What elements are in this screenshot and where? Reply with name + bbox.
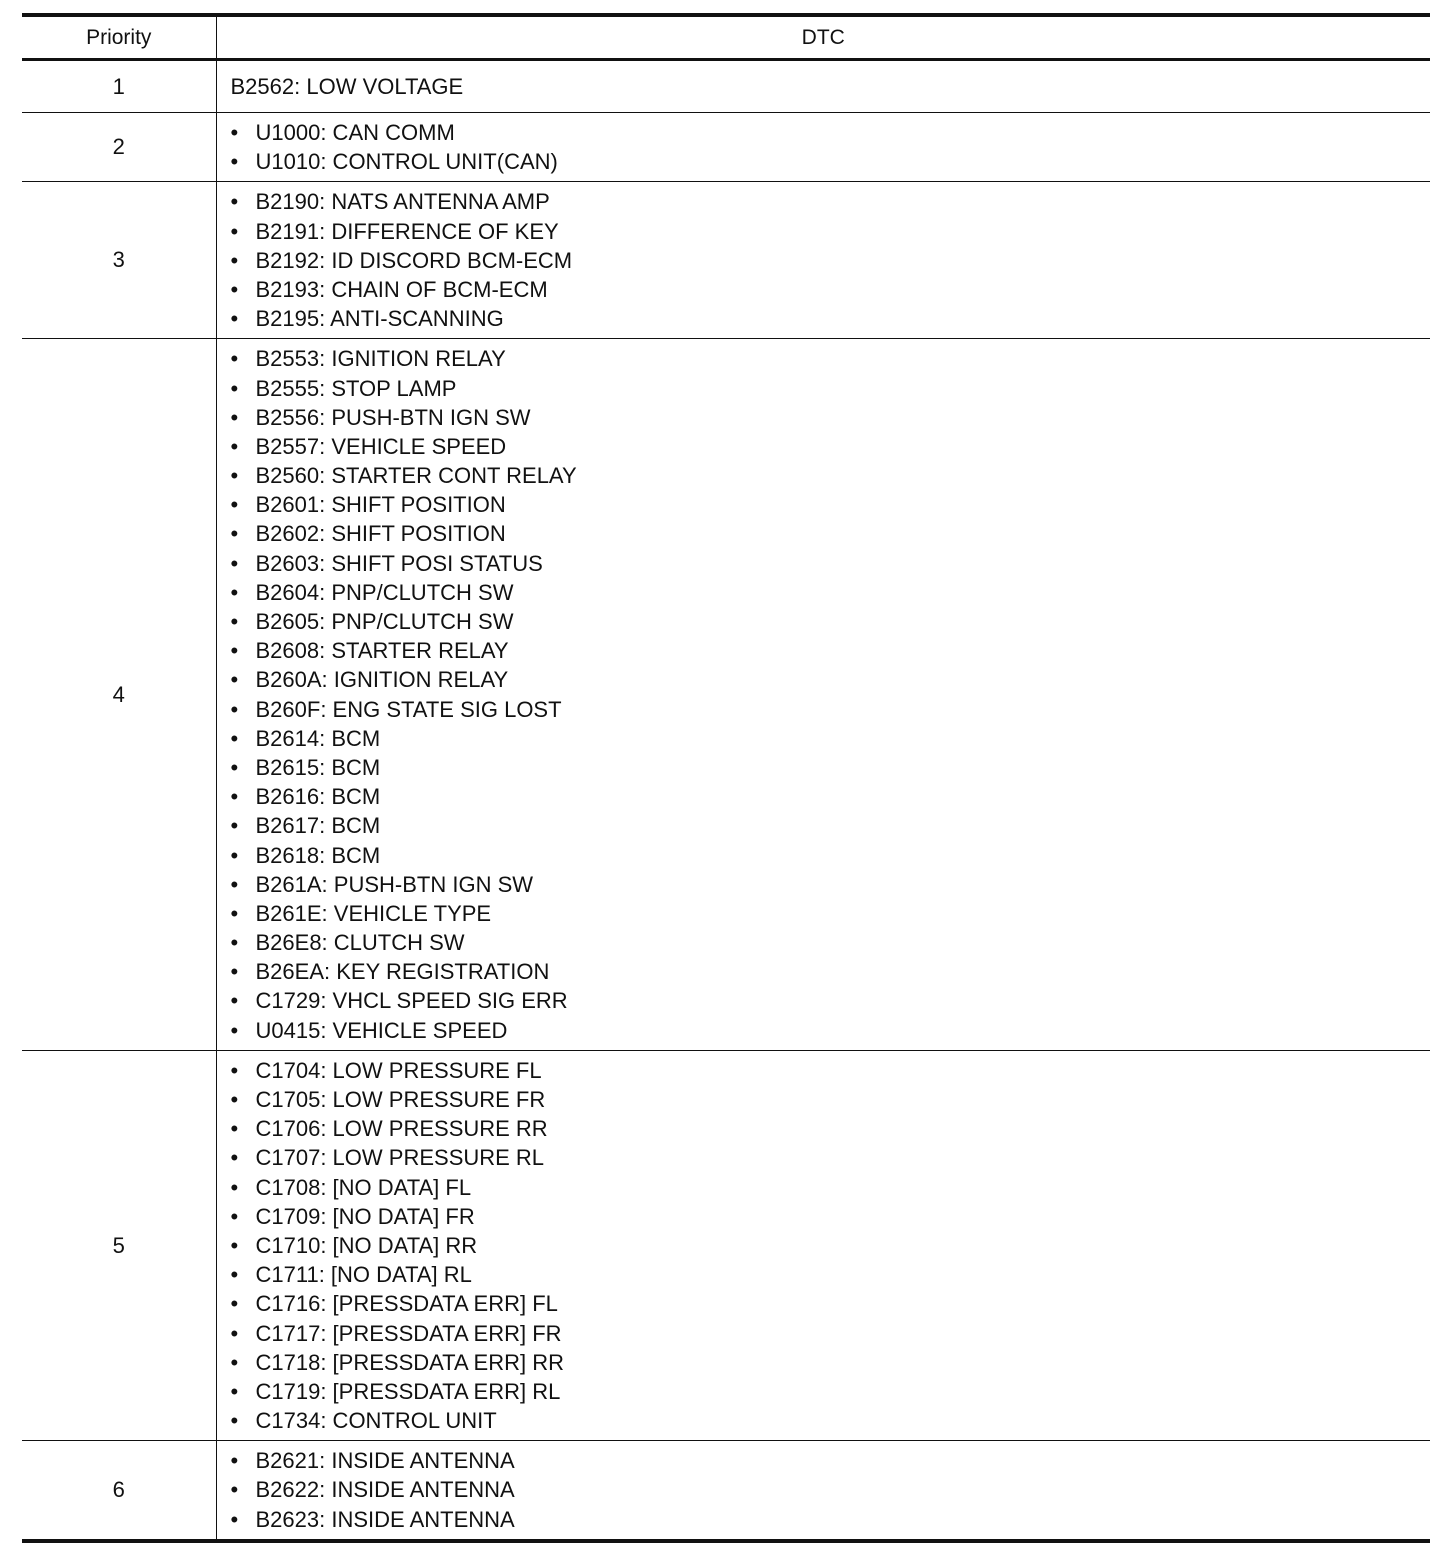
priority-cell: 5 [22,1050,216,1440]
dtc-entry: C1704: LOW PRESSURE FL [255,1057,542,1083]
bullet-icon: • [230,492,239,518]
list-item [231,1446,1431,1475]
dtc-entry: B2623: INSIDE ANTENNA [255,1506,515,1532]
bullet-icon: • [230,579,239,605]
dtc-cell [216,182,1430,339]
list-item [231,1231,1431,1260]
bullet-icon: • [230,375,239,401]
dtc-cell [216,113,1430,182]
priority-cell: 6 [22,1441,216,1541]
bullet-icon: • [230,1448,239,1474]
bullet-icon: • [230,638,239,664]
dtc-cell [216,1441,1430,1541]
dtc-entry: U0415: VEHICLE SPEED [255,1017,508,1043]
list-item [231,782,1431,811]
bullet-icon: • [230,218,239,244]
priority-cell: 1 [22,60,216,113]
list-item [231,217,1431,246]
list-item [231,374,1431,403]
table-row [22,113,1430,182]
priority-cell: 3 [22,182,216,339]
list-item [231,695,1431,724]
list-item [231,432,1431,461]
list-item [231,870,1431,899]
dtc-cell [216,60,1430,113]
dtc-entry: C1707: LOW PRESSURE RL [255,1145,545,1171]
list-item [231,147,1431,176]
bullet-icon: • [230,609,239,634]
dtc-entry: B2605: PNP/CLUTCH SW [255,609,514,634]
dtc-entry: B261E: VEHICLE TYPE [255,900,492,926]
dtc-entry: C1719: [PRESSDATA ERR] RL [255,1378,561,1404]
bullet-icon: • [230,149,239,175]
bullet-icon: • [230,1349,239,1375]
dtc-entry: C1710: [NO DATA] RR [255,1232,478,1258]
list-item [231,1406,1431,1435]
priority-cell: 2 [22,113,216,182]
dtc-entry: U1000: CAN COMM [255,120,455,145]
dtc-entry: B2604: PNP/CLUTCH SW [255,579,514,605]
list-item [231,1056,1431,1085]
dtc-list [231,118,1431,176]
list-item [231,1260,1431,1289]
bullet-icon: • [230,1145,239,1171]
bullet-icon: • [230,306,239,332]
bullet-icon: • [230,276,239,302]
list-item [231,636,1431,665]
bullet-icon: • [230,930,239,956]
bullet-icon: • [230,1203,239,1229]
list-item [231,304,1431,333]
table-row [22,60,1430,113]
bullet-icon: • [230,1232,239,1258]
bullet-icon: • [230,404,239,430]
dtc-entry: B2602: SHIFT POSITION [255,521,506,547]
list-item [231,1377,1431,1406]
bullet-icon: • [230,725,239,751]
list-item [231,1505,1431,1534]
list-item [231,811,1431,840]
list-item [231,899,1431,928]
dtc-entry: C1705: LOW PRESSURE FR [255,1087,546,1112]
list-item [231,607,1431,636]
dtc-entry: B2603: SHIFT POSI STATUS [255,550,543,576]
list-item [231,118,1431,147]
dtc-list [231,1056,1431,1435]
bullet-icon: • [230,784,239,810]
bullet-icon: • [230,900,239,926]
dtc-entry: B2622: INSIDE ANTENNA [255,1477,515,1503]
dtc-entry: B26E8: CLUTCH SW [255,930,465,956]
list-item [231,753,1431,782]
list-item [231,187,1431,216]
bullet-icon: • [230,433,239,459]
dtc-entry: B2621: INSIDE ANTENNA [255,1448,515,1474]
dtc-entry: B2618: BCM [255,842,381,868]
bullet-icon: • [230,1262,239,1288]
table-row [22,1050,1430,1440]
header-priority: Priority [22,15,216,60]
priority-cell: 4 [22,339,216,1051]
list-item [231,246,1431,275]
dtc-entry: C1709: [NO DATA] FR [255,1203,475,1229]
dtc-entry: B261A: PUSH-BTN IGN SW [255,871,534,897]
dtc-entry: C1718: [PRESSDATA ERR] RR [255,1349,565,1375]
list-item [231,578,1431,607]
bullet-icon: • [230,813,239,839]
dtc-entry: C1717: [PRESSDATA ERR] FR [255,1320,562,1346]
dtc-cell [216,339,1430,1051]
dtc-entry: B2192: ID DISCORD BCM-ECM [255,247,573,273]
bullet-icon: • [230,1174,239,1200]
dtc-entry: B2193: CHAIN OF BCM-ECM [255,276,548,302]
bullet-icon: • [230,1320,239,1346]
header-dtc: DTC [216,15,1430,60]
dtc-entry: B2191: DIFFERENCE OF KEY [255,218,559,244]
list-item [231,957,1431,986]
dtc-entry: B26EA: KEY REGISTRATION [255,959,550,985]
bullet-icon: • [230,1057,239,1083]
dtc-list [231,187,1431,333]
bullet-icon: • [230,521,239,547]
bullet-icon: • [230,754,239,780]
list-item [231,403,1431,432]
list-item [231,1319,1431,1348]
table-row [22,182,1430,339]
list-item [231,549,1431,578]
dtc-entry: B2617: BCM [255,813,381,839]
list-item [231,724,1431,753]
list-item [231,1143,1431,1172]
bullet-icon: • [230,871,239,897]
list-item [231,490,1431,519]
bullet-icon: • [230,842,239,868]
bullet-icon: • [230,1506,239,1532]
list-item [231,841,1431,870]
dtc-priority-table [22,13,1430,1543]
dtc-entry: B2601: SHIFT POSITION [255,492,506,518]
bullet-icon: • [230,463,239,489]
bullet-icon: • [230,120,239,145]
table-body [22,60,1430,1541]
list-item [231,1289,1431,1318]
bullet-icon: • [230,1477,239,1503]
dtc-entry: B2556: PUSH-BTN IGN SW [255,404,531,430]
dtc-entry: C1711: [NO DATA] RL [255,1262,472,1288]
bullet-icon: • [230,1017,239,1043]
dtc-entry: C1716: [PRESSDATA ERR] FL [255,1291,558,1317]
dtc-entry: B2562: LOW VOLTAGE [230,74,464,99]
dtc-entry: C1734: CONTROL UNIT [255,1408,497,1434]
list-item [231,275,1431,304]
dtc-entry: U1010: CONTROL UNIT(CAN) [255,149,558,175]
list-item [231,1016,1431,1045]
list-item [231,928,1431,957]
dtc-entry: B2560: STARTER CONT RELAY [255,463,577,489]
dtc-entry: B2614: BCM [255,725,381,751]
dtc-entry: B2608: STARTER RELAY [255,638,509,664]
list-item [231,461,1431,490]
dtc-list [231,1446,1431,1534]
table-row [22,339,1430,1051]
bullet-icon: • [230,988,239,1014]
list-item [231,986,1431,1015]
bullet-icon: • [230,1291,239,1317]
bullet-icon: • [230,550,239,576]
list-item [231,1348,1431,1377]
dtc-entry: B2616: BCM [255,784,381,810]
bullet-icon: • [230,1378,239,1404]
dtc-entry: C1706: LOW PRESSURE RR [255,1116,548,1142]
dtc-entry: B2615: BCM [255,754,381,780]
list-item [231,1085,1431,1114]
bullet-icon: • [230,247,239,273]
list-item [231,1114,1431,1143]
list-item [231,519,1431,548]
table-row [22,1441,1430,1541]
bullet-icon: • [230,1087,239,1112]
list-item [231,1475,1431,1504]
list-item [231,665,1431,694]
table-header-row [22,15,1430,60]
dtc-entry: B2553: IGNITION RELAY [255,346,506,372]
dtc-entry: B260A: IGNITION RELAY [255,667,509,693]
dtc-cell [216,1050,1430,1440]
list-item [231,344,1431,373]
bullet-icon: • [230,189,239,215]
dtc-list [231,344,1431,1045]
dtc-entry: B2190: NATS ANTENNA AMP [255,189,550,215]
dtc-entry: B2555: STOP LAMP [255,375,457,401]
bullet-icon: • [230,1408,239,1434]
list-item [231,1173,1431,1202]
bullet-icon: • [230,696,239,722]
bullet-icon: • [230,346,239,372]
dtc-entry: B2195: ANTI-SCANNING [255,306,504,332]
dtc-entry: C1708: [NO DATA] FL [255,1174,472,1200]
dtc-entry: C1729: VHCL SPEED SIG ERR [255,988,568,1014]
list-item [231,1202,1431,1231]
bullet-icon: • [230,959,239,985]
bullet-icon: • [230,1116,239,1142]
bullet-icon: • [230,667,239,693]
dtc-entry: B260F: ENG STATE SIG LOST [255,696,562,722]
dtc-entry: B2557: VEHICLE SPEED [255,433,507,459]
